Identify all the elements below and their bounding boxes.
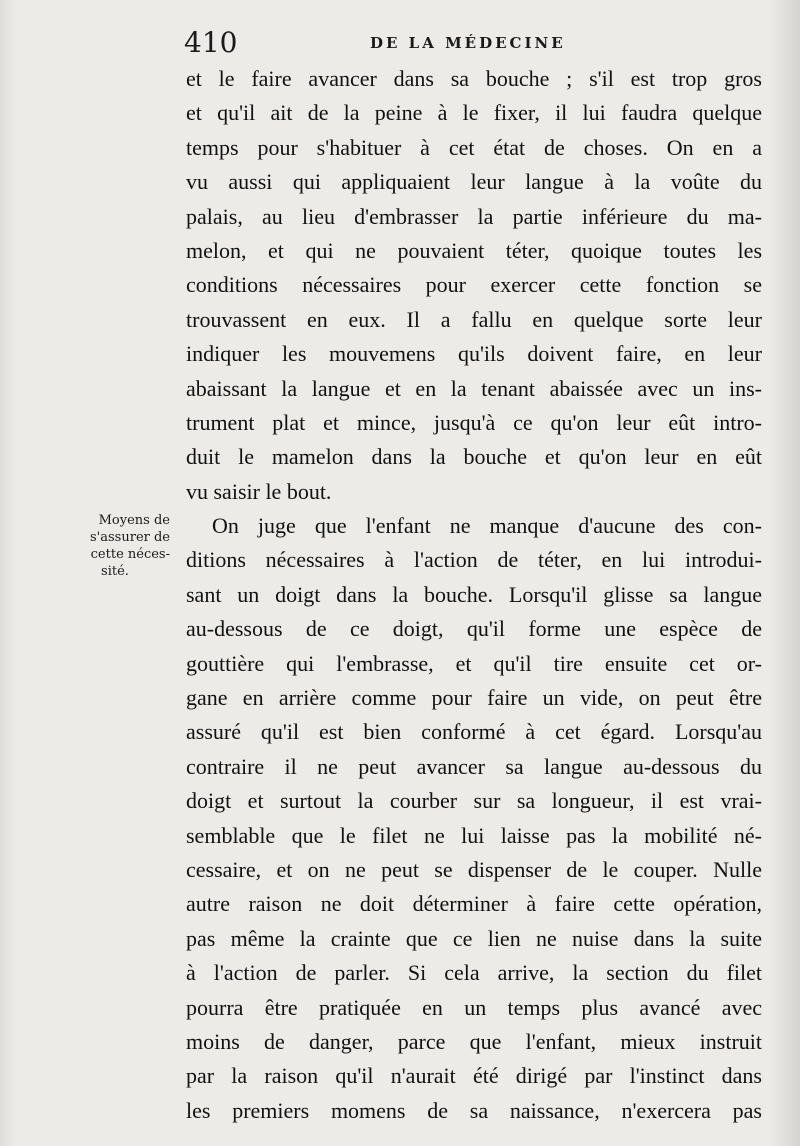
- text-line: à l'action de parler. Si cela arrive, la section du filet: [186, 960, 762, 986]
- page-edge-shadow: [770, 0, 800, 1146]
- text-line: contraire il ne peut avancer sa langue au-dessous du: [186, 753, 762, 779]
- text-line: autre raison ne doit déterminer à faire cette opération,: [186, 891, 762, 917]
- text-line: ditions nécessaires à l'action de téter, en lui introdui-: [186, 547, 762, 573]
- text-line: abaissant la langue et en la tenant abaissée avec un ins-: [186, 375, 762, 401]
- margin-note-line: cette néces-: [90, 547, 170, 562]
- text-line: conditions nécessaires pour exercer cette fonction se: [186, 272, 762, 298]
- text-line: par la raison qu'il n'aurait été dirigé par l'instinct dans: [186, 1063, 762, 1089]
- page-number: 410: [184, 26, 238, 59]
- text-line: temps pour s'habituer à cet état de choses. On en a: [186, 134, 762, 160]
- text-line: palais, au lieu d'embrasser la partie inférieure du ma-: [186, 203, 762, 229]
- text-line: et qu'il ait de la peine à le fixer, il lui faudra quelque: [186, 100, 762, 126]
- paragraph-last-line: vu saisir le bout.: [186, 478, 332, 504]
- text-line: sant un doigt dans la bouche. Lorsqu'il glisse sa langue: [186, 581, 762, 607]
- text-line: les premiers momens de sa naissance, n'exercera pas: [186, 1097, 762, 1123]
- page-header: [180, 26, 760, 60]
- text-line: gane en arrière comme pour faire un vide, on peut être: [186, 685, 762, 711]
- page-gutter-shadow: [0, 0, 16, 1146]
- text-line: semblable que le filet ne lui laisse pas la mobilité né-: [186, 822, 762, 848]
- running-title: DE LA MÉDECINE: [370, 34, 566, 52]
- text-line: et le faire avancer dans sa bouche ; s'il est trop gros: [186, 66, 762, 91]
- text-line: trument plat et mince, jusqu'à ce qu'on leur eût intro-: [186, 409, 762, 435]
- margin-note-line: sité.: [101, 564, 129, 579]
- text-line: cessaire, et on ne peut se dispenser de le couper. Nulle: [186, 856, 762, 882]
- body-text: [186, 62, 762, 1128]
- text-line: au-dessous de ce doigt, qu'il forme une espèce de: [186, 616, 762, 642]
- margin-note: [68, 512, 176, 580]
- text-line: duit le mamelon dans la bouche et qu'on leur en eût: [186, 444, 762, 470]
- text-line: moins de danger, parce que l'enfant, mieux instruit: [186, 1028, 762, 1054]
- text-line: vu aussi qui appliquaient leur langue à la voûte du: [186, 169, 762, 195]
- text-line: doigt et surtout la courber sur sa longueur, il est vrai-: [186, 788, 762, 814]
- text-line: assuré qu'il est bien conformé à cet égard. Lorsqu'au: [186, 719, 762, 745]
- text-line: pourra être pratiquée en un temps plus avancé avec: [186, 994, 762, 1020]
- text-line: indiquer les mouvemens qu'ils doivent faire, en leur: [186, 341, 762, 367]
- margin-note-line: Moyens de: [98, 513, 170, 528]
- text-line: pas même la crainte que ce lien ne nuise dans la suite: [186, 925, 762, 951]
- paragraph-first-line: On juge que l'enfant ne manque d'aucune des con-: [212, 513, 762, 539]
- text-line: gouttière qui l'embrasse, et qu'il tire ensuite cet or-: [186, 650, 762, 676]
- text-line: trouvassent en eux. Il a fallu en quelque sorte leur: [186, 306, 762, 332]
- margin-note-line: s'assurer de: [90, 530, 170, 545]
- text-line: melon, et qui ne pouvaient téter, quoique toutes les: [186, 237, 762, 263]
